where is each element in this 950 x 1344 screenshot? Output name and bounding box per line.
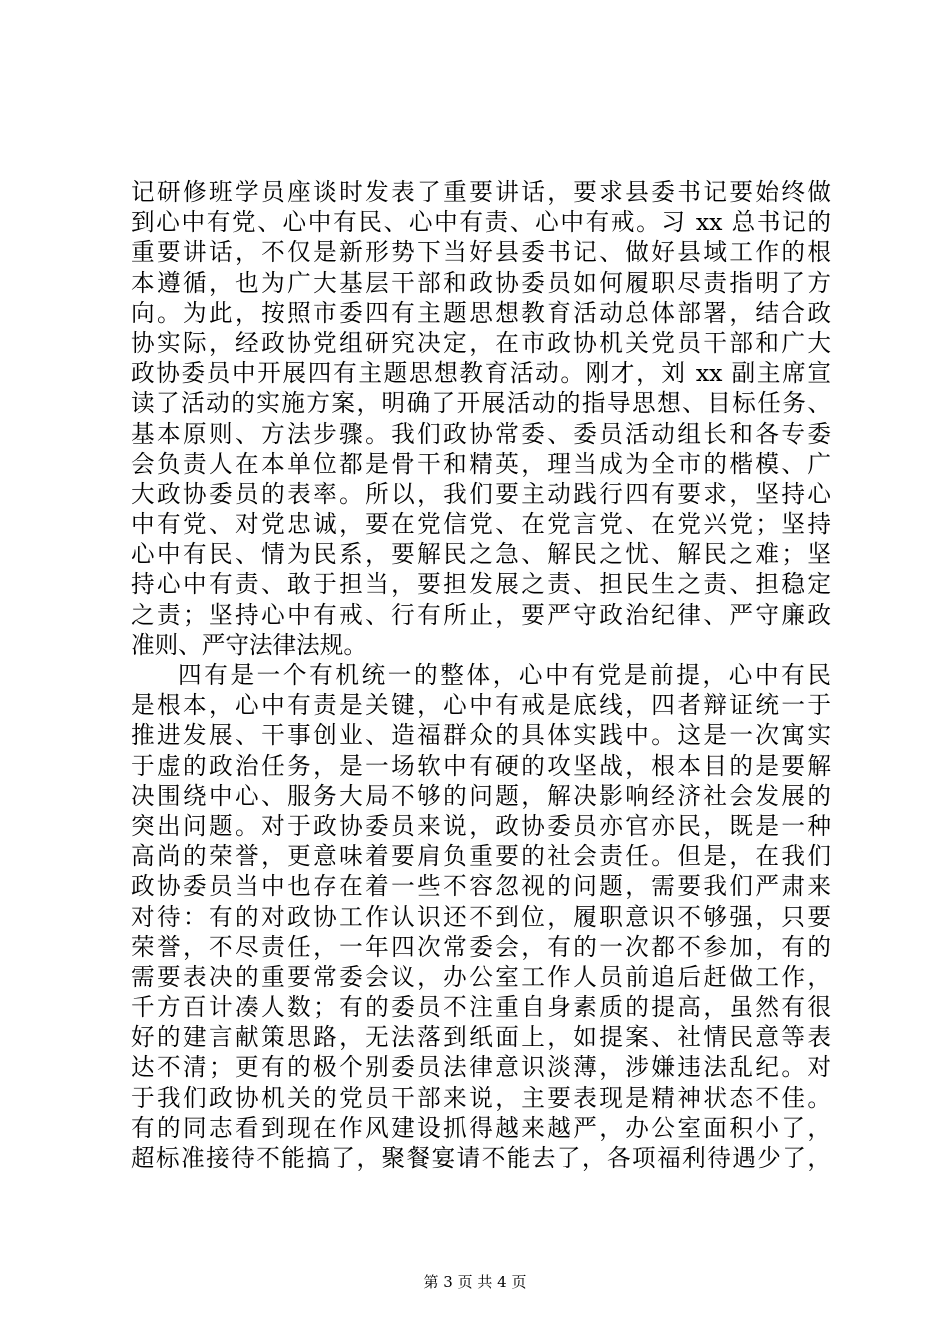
text-line: 重要讲话，不仅是新形势下当好县委书记、做好县域工作的根 bbox=[131, 238, 831, 267]
text-line: 超标准接待不能搞了，聚餐宴请不能去了，各项福利待遇少了， bbox=[131, 1144, 831, 1172]
text-line: 中有党、对党忠诚，要在党信党、在党言党、在党兴党；坚持 bbox=[131, 510, 831, 539]
text-line: 需要表决的重要常委会议，办公室工作人员前追后赶做工作， bbox=[131, 962, 831, 991]
page-number-label: 第 3 页 共 4 页 bbox=[423, 1273, 527, 1291]
text-line: 政协委员中开展四有主题思想教育活动。刚才，刘 xx 副主席宣 bbox=[131, 359, 831, 388]
text-line: 好的建言献策思路，无法落到纸面上，如提案、社情民意等表 bbox=[131, 1023, 831, 1052]
text-line: 突出问题。对于政协委员来说，政协委员亦官亦民，既是一种 bbox=[131, 811, 831, 840]
text-line: 推进发展、干事创业、造福群众的具体实践中。这是一次寓实 bbox=[131, 721, 831, 750]
text-line: 本遵循，也为广大基层干部和政协委员如何履职尽责指明了方 bbox=[131, 268, 831, 297]
page-footer bbox=[0, 1272, 950, 1292]
paragraph-end-line: 准则、严守法律法规。 bbox=[131, 630, 367, 659]
text-line: 之责；坚持心中有戒、行有所止，要严守政治纪律、严守廉政 bbox=[131, 600, 831, 629]
text-line: 大政协委员的表率。所以，我们要主动践行四有要求，坚持心 bbox=[131, 479, 831, 508]
text-line: 于虚的政治任务，是一场软中有硬的攻坚战，根本目的是要解 bbox=[131, 751, 831, 780]
text-line: 有的同志看到现在作风建设抓得越来越严，办公室面积小了， bbox=[131, 1113, 831, 1142]
text-line: 记研修班学员座谈时发表了重要讲话，要求县委书记要始终做 bbox=[131, 178, 831, 206]
text-line: 决围绕中心、服务大局不够的问题，解决影响经济社会发展的 bbox=[131, 781, 831, 810]
paragraph-first-line: 四有是一个有机统一的整体，心中有党是前提，心中有民 bbox=[178, 661, 831, 689]
text-line: 高尚的荣誉，更意味着要肩负重要的社会责任。但是，在我们 bbox=[131, 842, 831, 871]
text-line: 千方百计凑人数；有的委员不注重自身素质的提高，虽然有很 bbox=[131, 993, 831, 1022]
text-line: 会负责人在本单位都是骨干和精英，理当成为全市的楷模、广 bbox=[131, 449, 831, 478]
text-line: 读了活动的实施方案，明确了开展活动的指导思想、目标任务、 bbox=[131, 389, 831, 418]
body-text bbox=[131, 177, 831, 1173]
text-line: 政协委员当中也存在着一些不容忽视的问题，需要我们严肃来 bbox=[131, 872, 831, 901]
text-line: 心中有民、情为民系，要解民之急、解民之忧、解民之难；坚 bbox=[131, 540, 831, 569]
text-line: 是根本，心中有责是关键，心中有戒是底线，四者辩证统一于 bbox=[131, 691, 831, 720]
text-line: 向。为此，按照市委四有主题思想教育活动总体部署，结合政 bbox=[131, 298, 831, 327]
text-line: 到心中有党、心中有民、心中有责、心中有戒。习 xx 总书记的 bbox=[131, 208, 831, 237]
text-line: 对待：有的对政协工作认识还不到位，履职意识不够强，只要 bbox=[131, 902, 831, 931]
text-line: 协实际，经政协党组研究决定，在市政协机关党员干部和广大 bbox=[131, 328, 831, 357]
text-line: 基本原则、方法步骤。我们政协常委、委员活动组长和各专委 bbox=[131, 419, 831, 448]
text-line: 持心中有责、敢于担当，要担发展之责、担民生之责、担稳定 bbox=[131, 570, 831, 599]
text-line: 荣誉，不尽责任，一年四次常委会，有的一次都不参加，有的 bbox=[131, 932, 831, 961]
text-line: 达不清；更有的极个别委员法律意识淡薄，涉嫌违法乱纪。对 bbox=[131, 1053, 831, 1082]
text-line: 于我们政协机关的党员干部来说，主要表现是精神状态不佳。 bbox=[131, 1083, 831, 1112]
